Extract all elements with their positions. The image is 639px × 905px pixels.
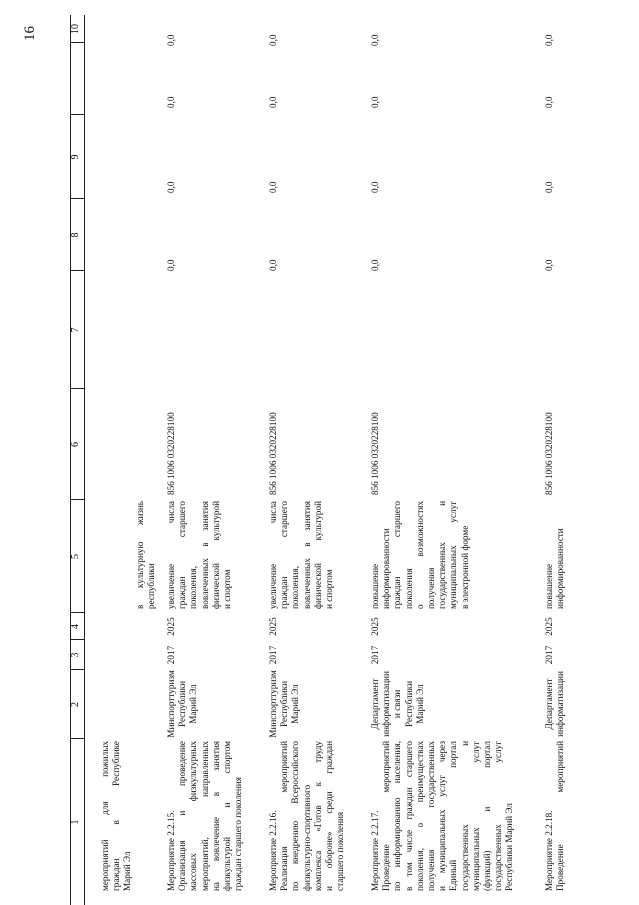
row3-col7: 0,0	[370, 259, 380, 271]
row3-col1: Мероприятие 2.2.17. Проведение мероприятий по информированию населения, в том числе граждан старшего поколения, о преимуществах получения государственных и муниципальных услуг через Единый портал государственных и муниципальных услуг (функций) и портал государственных услуг Республики Марий Эл	[370, 741, 515, 891]
row2-col1: Мероприятие 2.2.16. Реализация мероприятий по внедрению Всероссийского физкультурно-спортивного комплекса «Готов к труду и обороне» среди граждан старшего поколения	[268, 741, 346, 891]
row1-col6: 856 1006 0320228100	[166, 412, 176, 495]
row2-col2: Минспорттуризм Республики Марий Эл	[268, 670, 301, 738]
row4-col4: 2025	[544, 617, 554, 636]
row4-col2: Департамент информатизации	[544, 671, 566, 737]
row1-col7: 0,0	[166, 259, 176, 271]
col-header-7: 7	[70, 327, 81, 333]
row0-col1: мероприятий для пожилых граждан в Республике Марий Эл	[100, 741, 133, 891]
row1-col4: 2025	[166, 617, 176, 636]
row2-col6: 856 1006 0320228100	[268, 412, 278, 495]
row2-col4: 2025	[268, 617, 278, 636]
row3-col5: повышение информированности граждан старшего поколения о возможностях получения государственных и муниципальных услуг в электронной форме	[370, 501, 470, 609]
row4-col10: 0,0	[544, 34, 554, 46]
row3-col10: 0,0	[370, 34, 380, 46]
col-header-6: 6	[70, 442, 81, 447]
page-number: 16	[22, 26, 38, 41]
row2-col10: 0,0	[268, 34, 278, 46]
row2-col3: 2017	[268, 645, 278, 665]
row1-col2: Минспорттуризм Республики Марий Эл	[166, 670, 199, 738]
col-header-4: 4	[70, 624, 81, 629]
row4-col8: 0,0	[544, 181, 554, 193]
row3-col6: 856 1006 0320228100	[370, 412, 380, 495]
row1-col8: 0,0	[166, 181, 176, 193]
col-header-5: 5	[70, 554, 81, 559]
row2-col8: 0,0	[268, 181, 278, 193]
row3-col9: 0,0	[370, 96, 380, 108]
row1-col1: Мероприятие 2.2.15. Организация и проведение массовых физкультурных мероприятий, направленных на вовлечение в занятия физкультурой и спортом граждан старшего поколения	[166, 741, 244, 891]
row2-col7: 0,0	[268, 259, 278, 271]
col-header-2: 2	[70, 702, 81, 707]
row4-col5: повышение информированности	[544, 528, 566, 609]
row2-col9: 0,0	[268, 96, 278, 108]
row3-col8: 0,0	[370, 181, 380, 193]
col-header-3: 3	[70, 652, 81, 658]
col-header-9: 9	[70, 154, 81, 160]
col-header-1: 1	[70, 819, 81, 825]
row3-col2: Департамент информатизации и связи Республики Марий Эл	[370, 671, 425, 737]
row4-col9: 0,0	[544, 96, 554, 108]
row3-col3: 2017	[370, 645, 380, 665]
col-header-10: 10	[70, 24, 81, 34]
row4-col3: 2017	[544, 645, 554, 665]
row1-col5: увеличение числа граждан старшего поколения, вовлеченных в занятия физической культурой и спортом	[166, 501, 233, 609]
row1-col10: 0,0	[166, 34, 176, 46]
row2-col5: увеличение числа граждан старшего поколения, вовлеченных в занятия физической культурой и спортом	[268, 501, 335, 609]
row1-col9: 0,0	[166, 96, 176, 108]
row4-col7: 0,0	[544, 259, 554, 271]
col-header-8: 8	[70, 232, 81, 238]
row4-col6: 856 1006 0320228100	[544, 412, 554, 495]
row4-col1: Мероприятие 2.2.18. Проведение мероприятий	[544, 741, 566, 891]
row0-col5: в культурную жизнь республики	[135, 501, 157, 609]
header-separator	[84, 15, 85, 905]
row1-col3: 2017	[166, 645, 176, 665]
row3-col4: 2025	[370, 617, 380, 636]
